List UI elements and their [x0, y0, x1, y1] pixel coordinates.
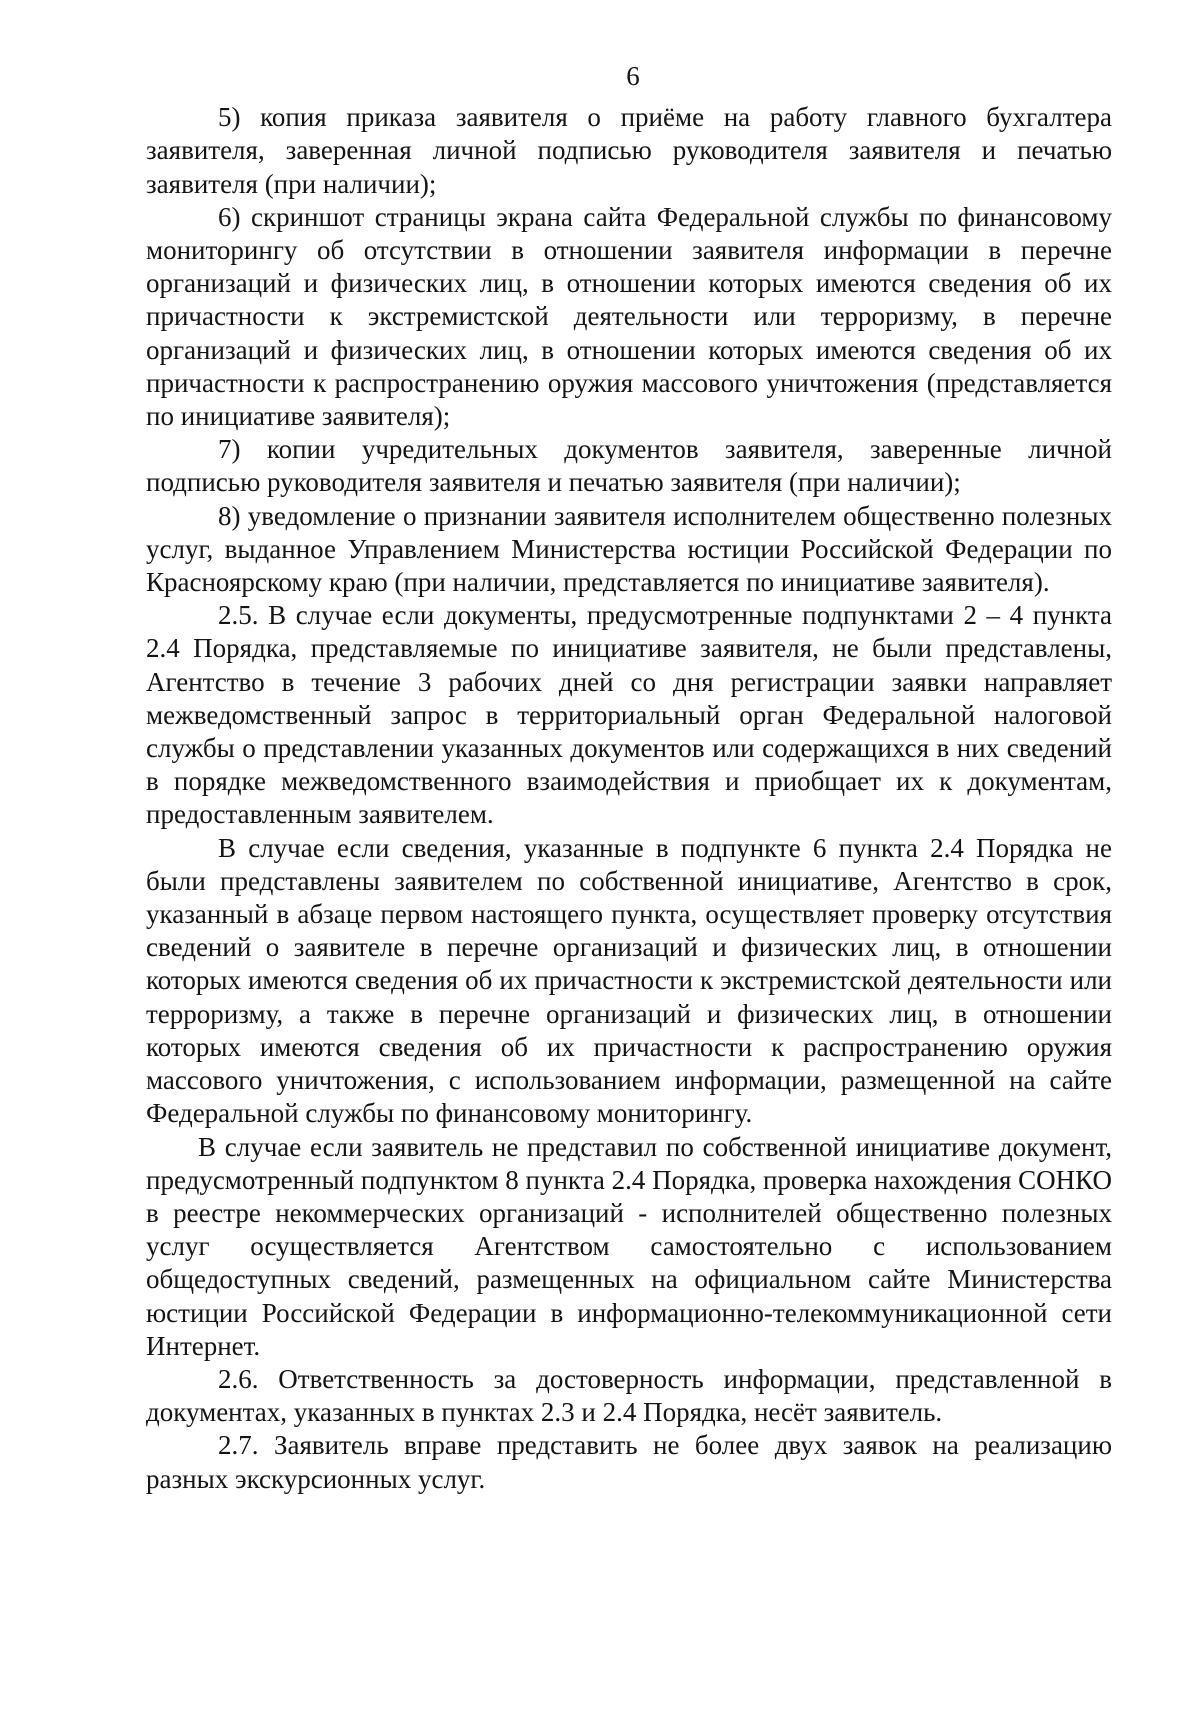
- paragraph-item-7: 7) копии учредительных документов заявителя, заверенные личной подписью руководителя заявителя и печатью заявителя (при наличии);: [146, 434, 1112, 498]
- paragraph-item-8: 8) уведомление о признании заявителя исполнителем общественно полезных услуг, выданное Управлением Министерства юстиции Российской Федерации по Красноярскому краю (при наличии, представляется по инициативе заявителя).: [146, 500, 1112, 598]
- paragraph-clause-2-6: 2.6. Ответственность за достоверность информации, представленной в документах, указанных в пунктах 2.3 и 2.4 Порядка, несёт заявитель.: [146, 1363, 1112, 1428]
- paragraph-item-5: 5) копия приказа заявителя о приёме на работу главного бухгалтера заявителя, заверенная личной подписью руководителя заявителя и печатью заявителя (при наличии);: [146, 102, 1112, 199]
- paragraph-clause-2-7: 2.7. Заявитель вправе представить не более двух заявок на реализацию разных экскурсионных услуг.: [146, 1430, 1112, 1494]
- paragraph-clause-2-5: 2.5. В случае если документы, предусмотренные подпунктами 2 – 4 пункта 2.4 Порядка, представляемые по инициативе заявителя, не были представлены, Агентство в течение 3 рабочих дней со дня регистрации заявки направляет межведомственный запрос в территориальный орган Федеральной налоговой службы о представлении указанных документов или содержащихся в них сведений в порядке межведомственного взаимодействия и приобщает их к документам, предоставленным заявителем.: [146, 600, 1112, 830]
- paragraph-clause-2-5-third: В случае если заявитель не представил по собственной инициативе документ, предусмотренный подпунктом 8 пункта 2.4 Порядка, проверка нахождения СОНКО в реестре некоммерческих организаций - исполнителей общественно полезных услуг осуществляется Агентством самостоятельно с использованием общедоступных сведений, размещенных на официальном сайте Министерства юстиции Российской Федерации в информационно-телекоммуникационной сети Интернет.: [146, 1131, 1112, 1361]
- page-number: 6: [626, 61, 640, 91]
- paragraph-item-6: 6) скриншот страницы экрана сайта Федеральной службы по финансовому мониторингу об отсутствии в отношении заявителя информации в перечне организаций и физических лиц, в отношении которых имеются сведения об их причастности к экстремистской деятельности или терроризму, в перечне организаций и физических лиц, в отношении которых имеются сведения об их причастности к распространению оружия массового уничтожения (представляется по инициативе заявителя);: [146, 201, 1112, 432]
- paragraph-clause-2-5-second: В случае если сведения, указанные в подпункте 6 пункта 2.4 Порядка не были представлены заявителем по собственной инициативе, Агентство в срок, указанный в абзаце первом настоящего пункта, осуществляет проверку отсутствия сведений о заявителе в перечне организаций и физических лиц, в отношении которых имеются сведения об их причастности к экстремистской деятельности или терроризму, а также в перечне организаций и физических лиц, в отношении которых имеются сведения об их причастности к распространению оружия массового уничтожения, с использованием информации, размещенной на сайте Федеральной службы по финансовому мониторингу.: [146, 832, 1112, 1129]
- document-page: [146, 60, 1112, 1496]
